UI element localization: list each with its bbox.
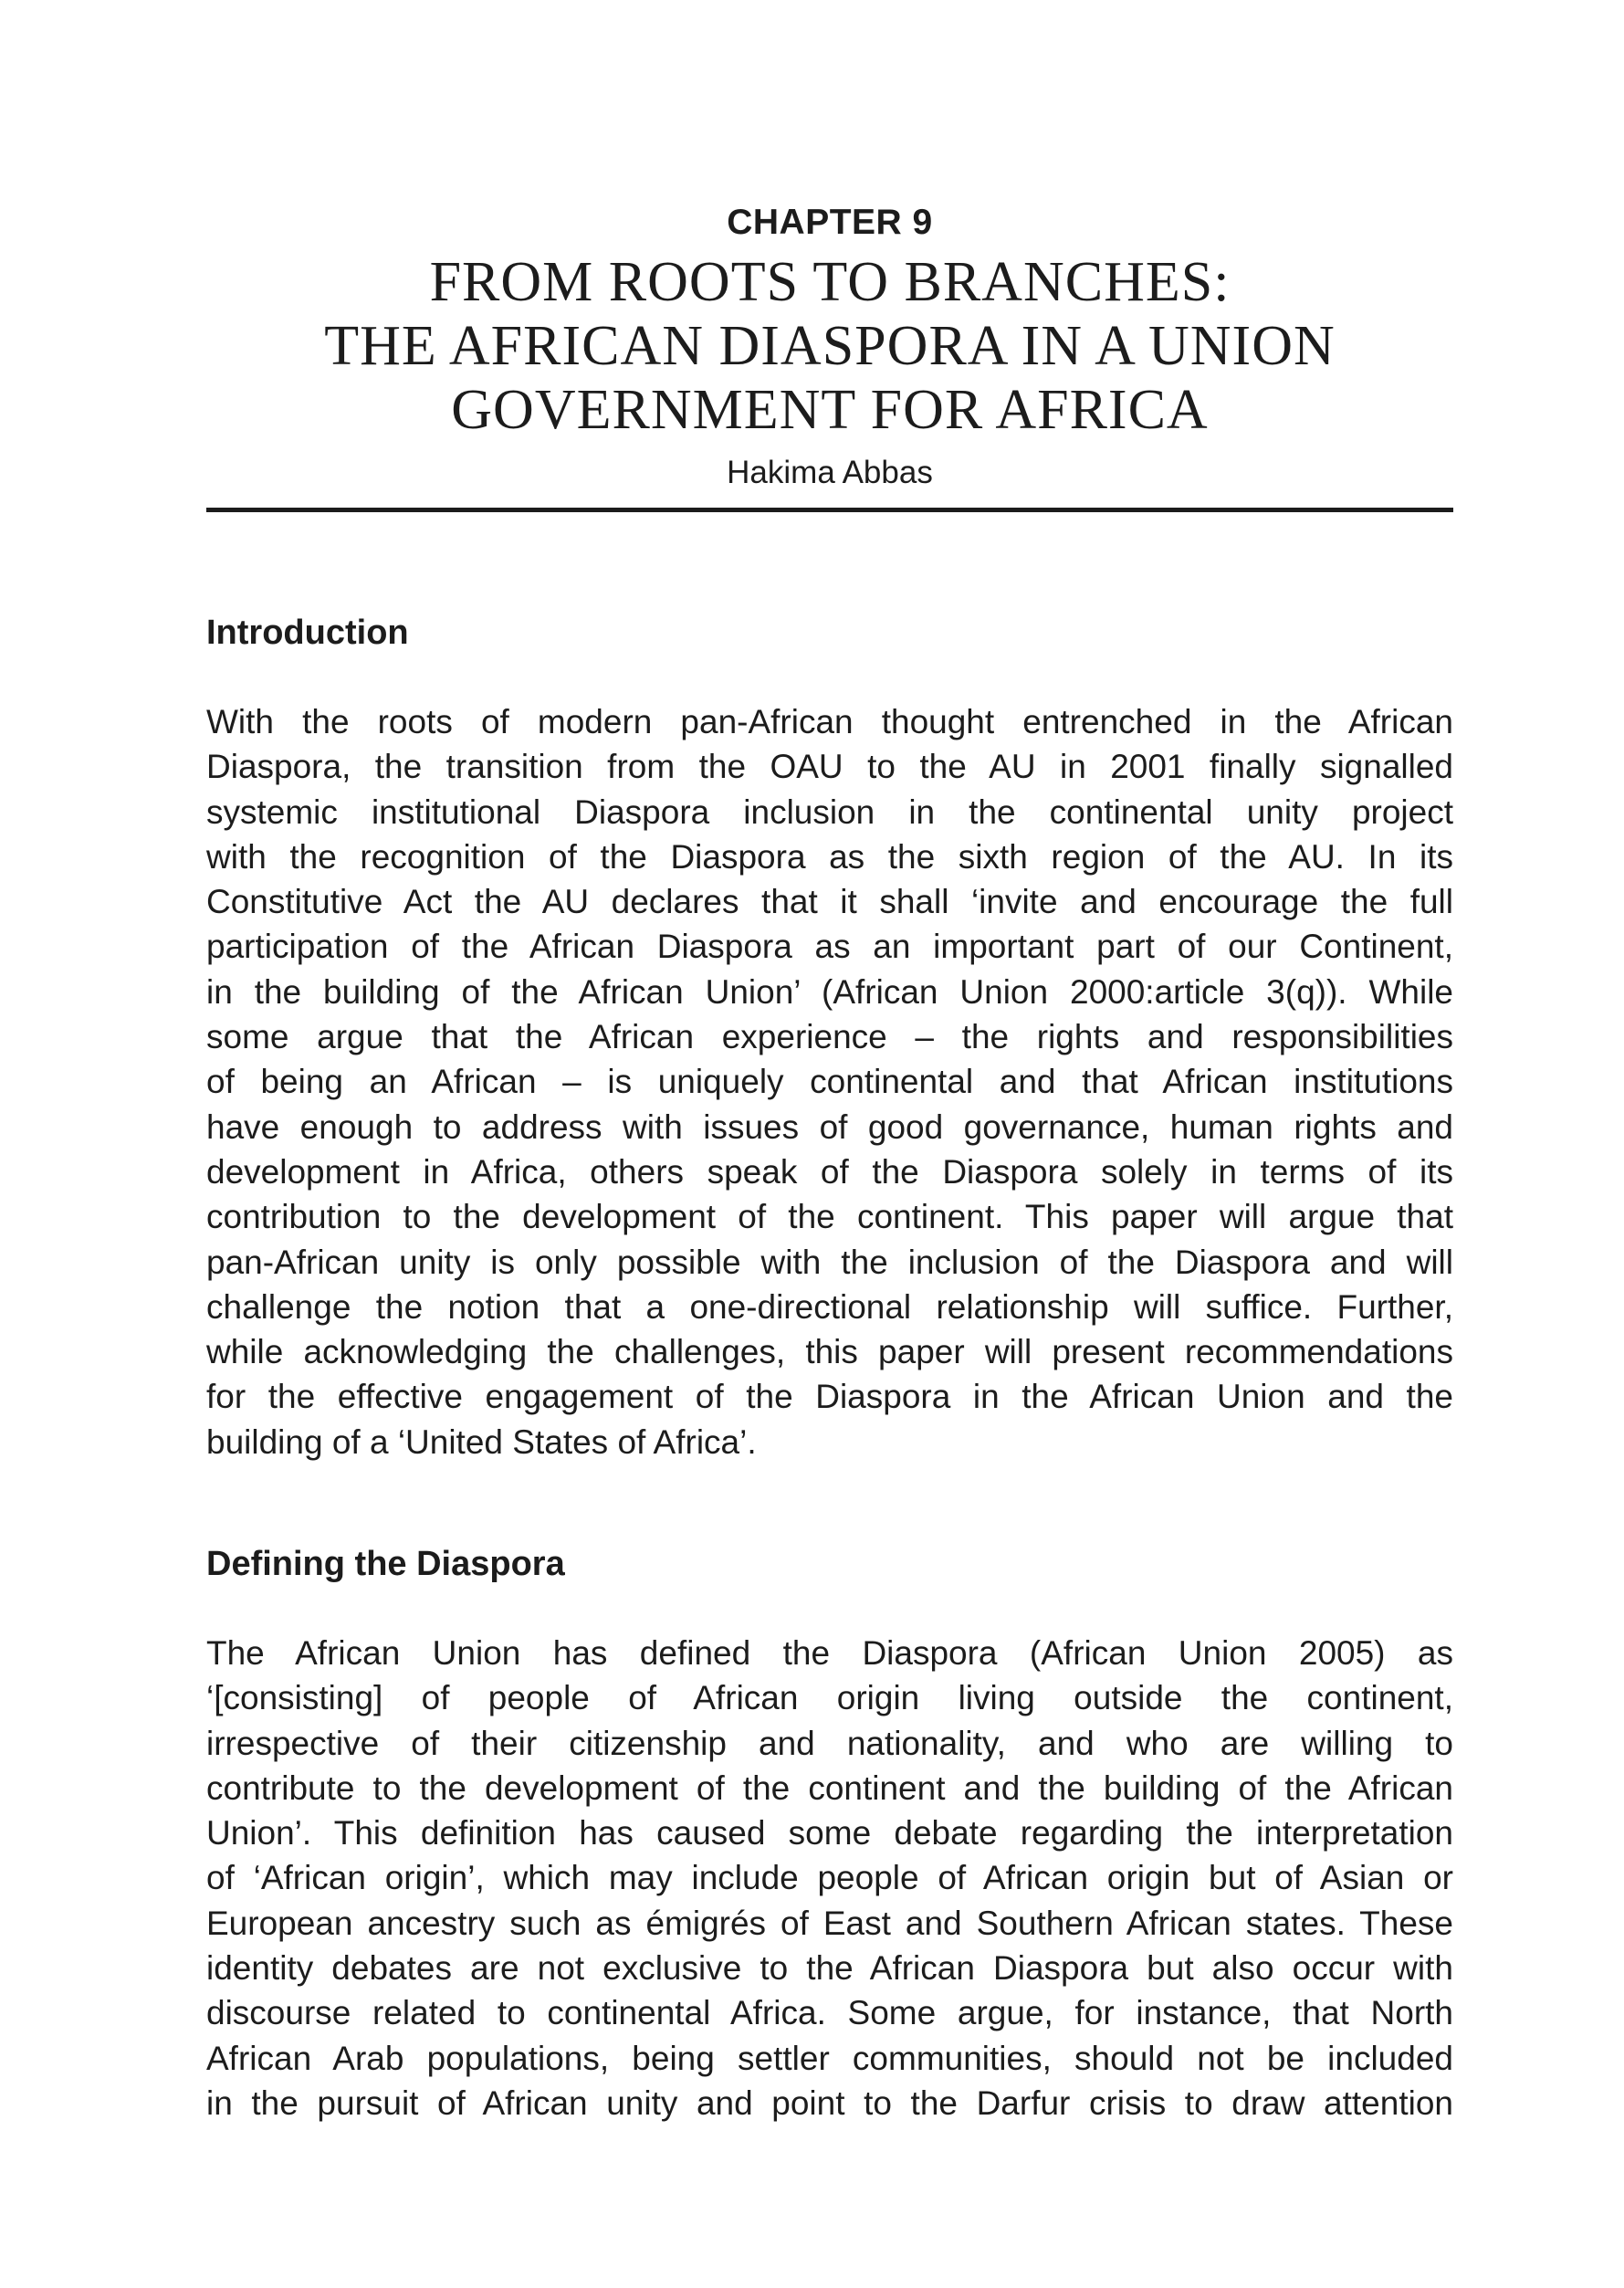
text-line: building of a ‘United States of Africa’. xyxy=(206,1422,757,1461)
text-line: European ancestry such as émigrés of East and Southern African states. These xyxy=(206,1904,1453,1942)
text-line: Constitutive Act the AU declares that it shall ‘invite and encourage the full xyxy=(206,883,1453,921)
text-line: Union’. This definition has caused some debate regarding the interpretation xyxy=(206,1814,1453,1852)
author-name: Hakima Abbas xyxy=(727,455,933,490)
text-line: participation of the African Diaspora as an important part of our Continent, xyxy=(206,928,1453,966)
text-line: some argue that the African experience – the rights and responsibilities xyxy=(206,1018,1453,1056)
text-line: pan-African unity is only possible with the inclusion of the Diaspora and will xyxy=(206,1243,1453,1281)
text-line: contribute to the development of the continent and the building of the African xyxy=(206,1768,1453,1807)
text-line: Diaspora, the transition from the OAU to the AU in 2001 finally signalled xyxy=(206,748,1453,786)
text-line: in the pursuit of African unity and point to the Darfur crisis to draw attention xyxy=(206,2083,1453,2122)
chapter-title-line: THE AFRICAN DIASPORA IN A UNION xyxy=(324,315,1336,377)
section-heading-defining-diaspora: Defining the Diaspora xyxy=(206,1545,565,1583)
introduction-paragraph xyxy=(206,699,1453,1464)
text-line: With the roots of modern pan-African thought entrenched in the African xyxy=(206,703,1453,740)
text-line: in the building of the African Union’ (African Union 2000:article 3(q)). While xyxy=(206,972,1453,1011)
text-line: African Arab populations, being settler communities, should not be included xyxy=(206,2039,1453,2077)
text-line: ‘[consisting] of people of African origin living outside the continent, xyxy=(206,1679,1453,1717)
text-line: The African Union has defined the Diaspora (African Union 2005) as xyxy=(206,1634,1453,1672)
text-line: challenge the notion that a one-directional relationship will suffice. Further, xyxy=(206,1287,1453,1326)
text-line: of being an African – is uniquely continental and that African institutions xyxy=(206,1063,1453,1101)
section-heading-introduction: Introduction xyxy=(206,614,409,652)
text-line: development in Africa, others speak of the Diaspora solely in terms of its xyxy=(206,1152,1453,1191)
text-line: have enough to address with issues of good governance, human rights and xyxy=(206,1107,1453,1146)
text-line: for the effective engagement of the Diaspora in the African Union and the xyxy=(206,1378,1453,1416)
chapter-title-line: GOVERNMENT FOR AFRICA xyxy=(451,379,1209,441)
title-divider xyxy=(206,508,1453,512)
text-line: discourse related to continental Africa. Some argue, for instance, that North xyxy=(206,1994,1453,2032)
text-line: of ‘African origin’, which may include people of African origin but of Asian or xyxy=(206,1859,1453,1897)
text-line: identity debates are not exclusive to the African Diaspora but also occur with xyxy=(206,1949,1453,1988)
chapter-title xyxy=(206,250,1453,442)
text-line: systemic institutional Diaspora inclusion in the continental unity project xyxy=(206,792,1453,831)
chapter-label: CHAPTER 9 xyxy=(727,203,933,242)
defining-diaspora-paragraph xyxy=(206,1631,1453,2125)
text-line: contribution to the development of the continent. This paper will argue that xyxy=(206,1198,1453,1236)
text-line: while acknowledging the challenges, this paper will present recommendations xyxy=(206,1333,1453,1371)
text-line: with the recognition of the Diaspora as the sixth region of the AU. In its xyxy=(206,837,1453,876)
chapter-title-line: FROM ROOTS TO BRANCHES: xyxy=(429,251,1231,313)
text-line: irrespective of their citizenship and nationality, and who are willing to xyxy=(206,1724,1453,1762)
